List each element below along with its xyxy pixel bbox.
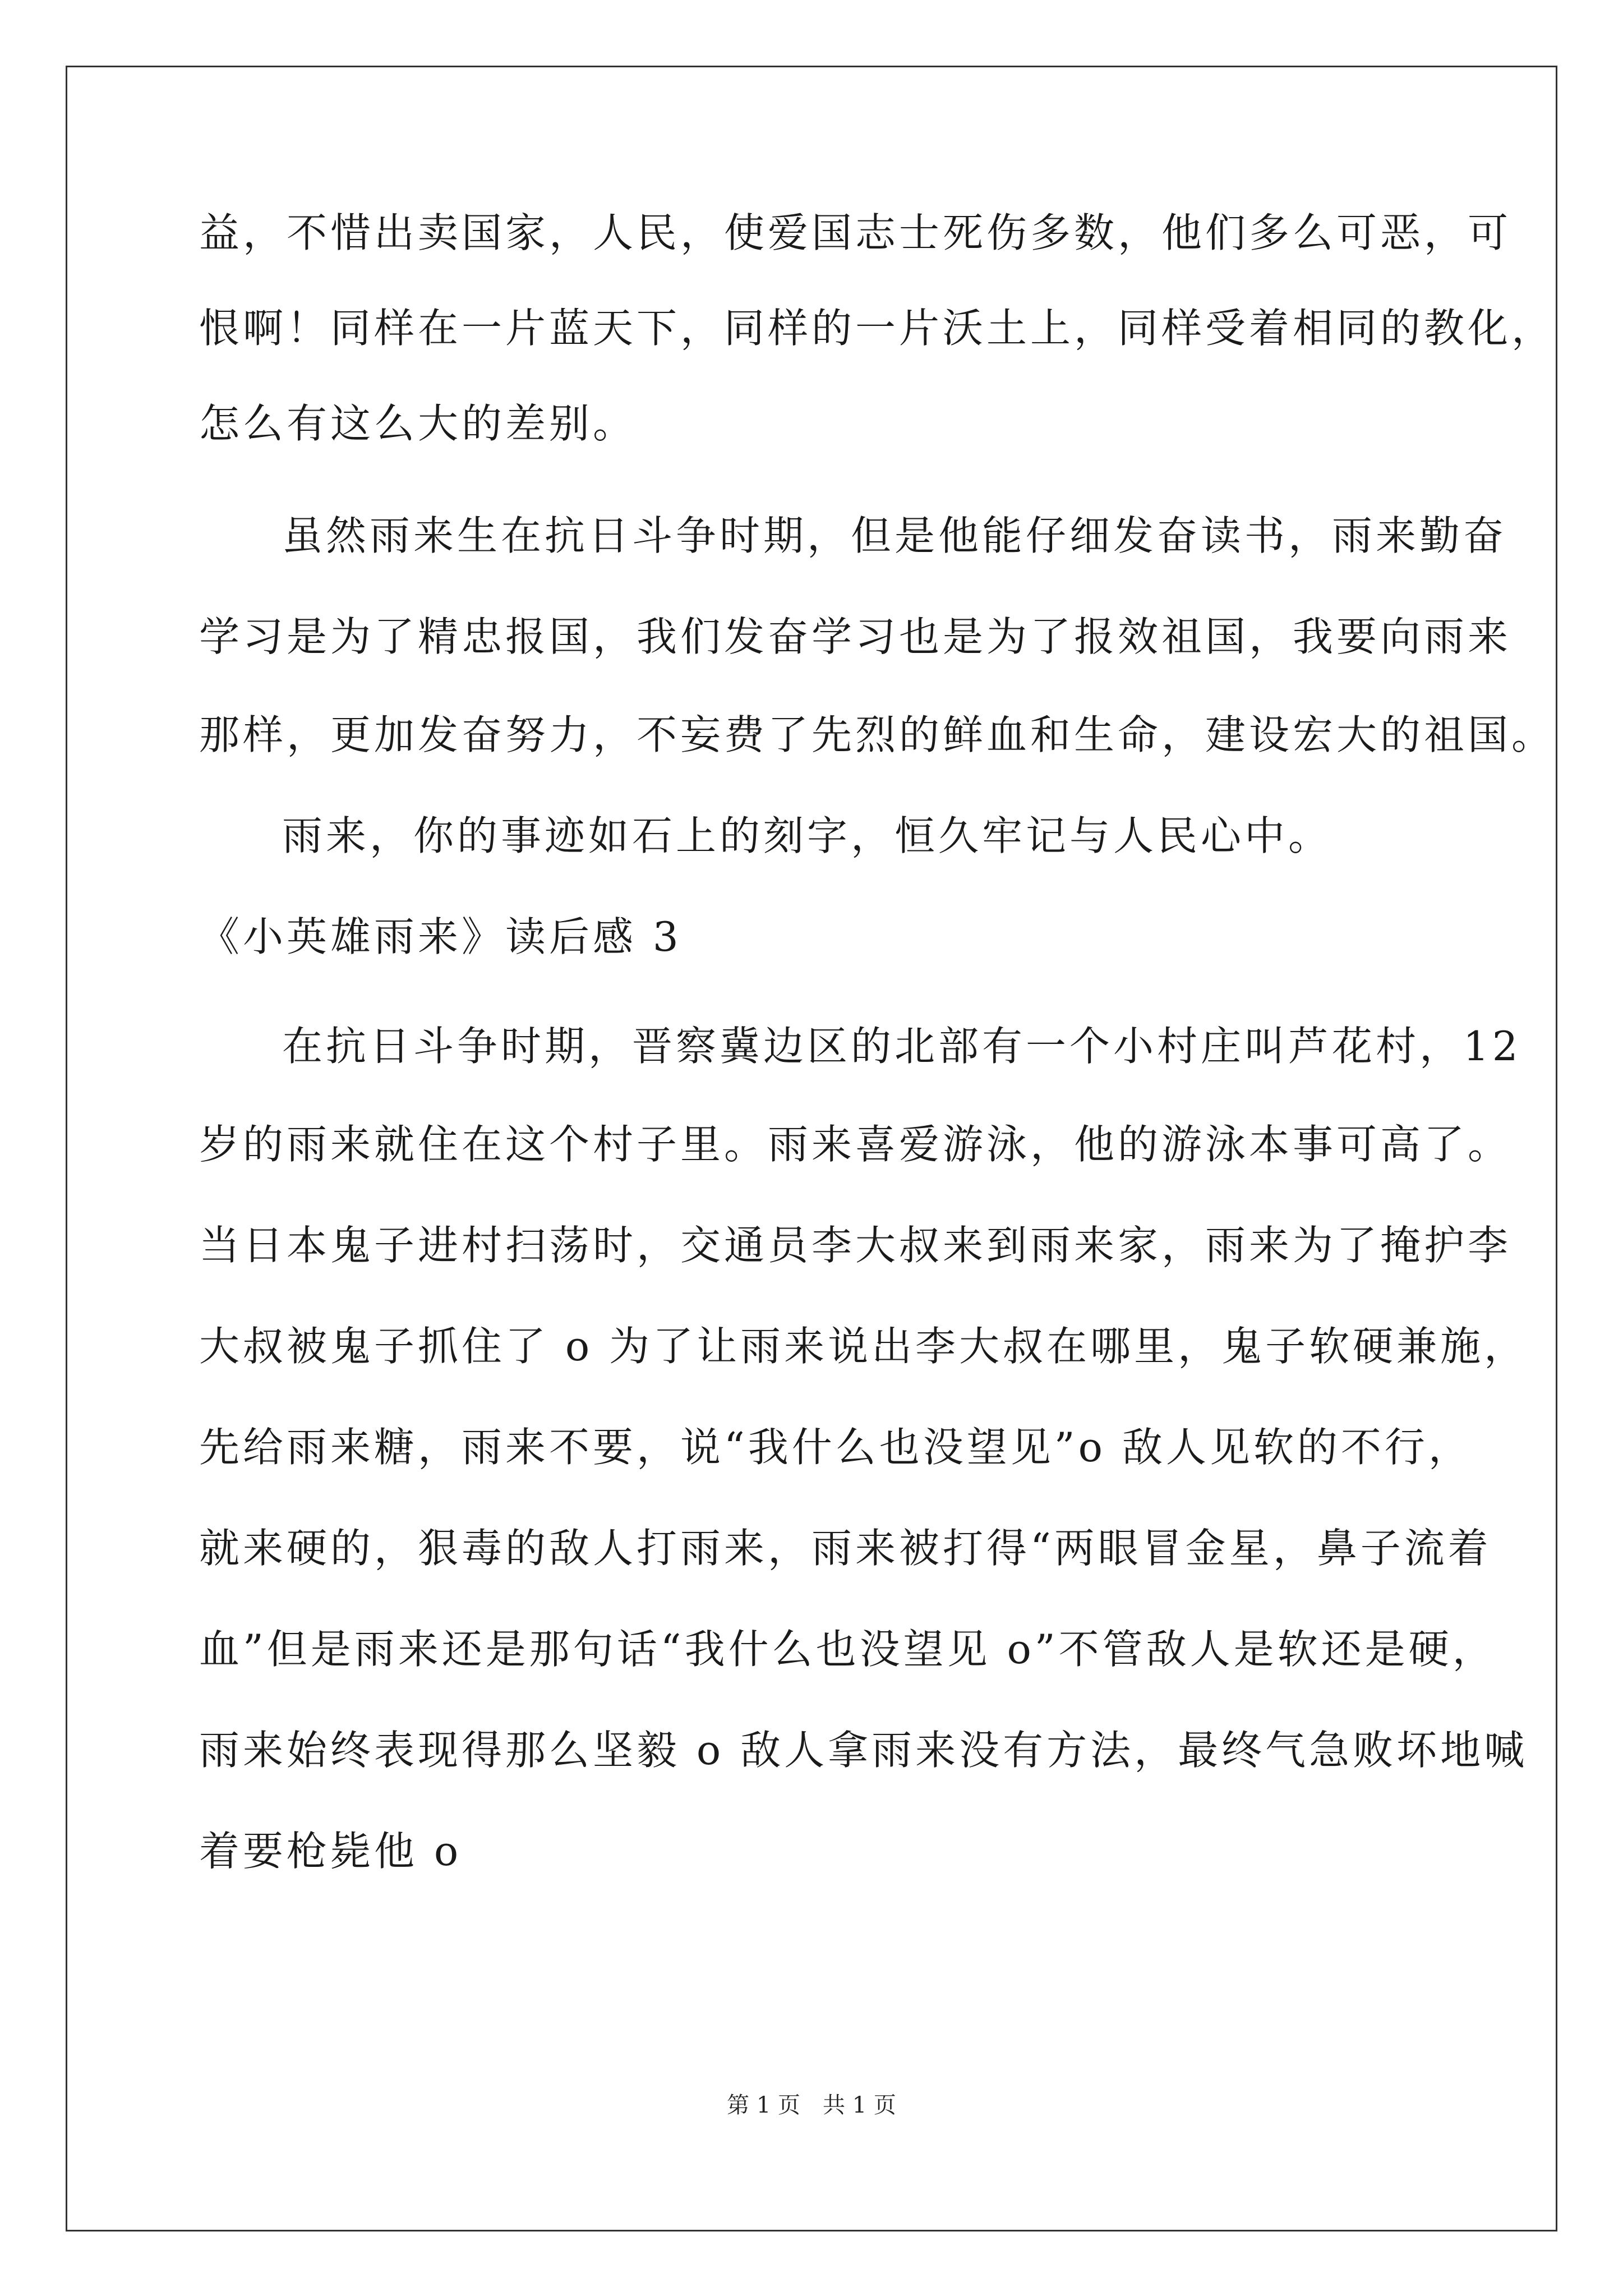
text-line: 就来硬的，狠毒的敌人打雨来，雨来被打得“两眼冒金星，鼻子流着 bbox=[199, 1525, 1492, 1572]
text-line: 虽然雨来生在抗日斗争时期，但是他能仔细发奋读书，雨来勤奋 bbox=[282, 512, 1507, 559]
page-footer: 第 1 页 共 1 页 bbox=[727, 2092, 896, 2118]
text-line: 那样，更加发奋努力，不妄费了先烈的鲜血和生命，建设宏大的祖国。 bbox=[199, 711, 1556, 758]
text-line: 血”但是雨来还是那句话“我什么也没望见 o”不管敌人是软还是硬， bbox=[199, 1626, 1496, 1673]
text-line: 在抗日斗争时期，晋察冀边区的北部有一个小村庄叫芦花村，12 bbox=[282, 1023, 1521, 1070]
text-line: 当日本鬼子进村扫荡时，交通员李大叔来到雨来家，雨来为了掩护李 bbox=[199, 1222, 1512, 1269]
text-line: 益，不惜出卖国家，人民，使爱国志士死伤多数，他们多么可恶，可 bbox=[199, 209, 1512, 256]
text-line: 雨来，你的事迹如石上的刻字，恒久牢记与人民心中。 bbox=[282, 812, 1332, 859]
text-line: 恨啊！同样在一片蓝天下，同样的一片沃土上，同样受着相同的教化， bbox=[199, 305, 1556, 352]
text-line: 先给雨来糖，雨来不要，说“我什么也没望见”o 敌人见软的不行， bbox=[199, 1424, 1472, 1471]
text-line: 怎么有这么大的差别。 bbox=[199, 400, 637, 447]
text-line: 着要枪毙他 o bbox=[199, 1828, 462, 1875]
text-line: 岁的雨来就住在这个村子里。雨来喜爱游泳，他的游泳本事可高了。 bbox=[199, 1121, 1512, 1168]
text-line: 学习是为了精忠报国，我们发奋学习也是为了报效祖国，我要向雨来 bbox=[199, 613, 1512, 660]
text-line: 大叔被鬼子抓住了 o 为了让雨来说出李大叔在哪里，鬼子软硬兼施， bbox=[199, 1323, 1528, 1370]
text-line: 雨来始终表现得那么坚毅 o 敌人拿雨来没有方法，最终气急败坏地喊 bbox=[199, 1727, 1528, 1774]
section-heading: 《小英雄雨来》读后感 3 bbox=[199, 913, 682, 960]
